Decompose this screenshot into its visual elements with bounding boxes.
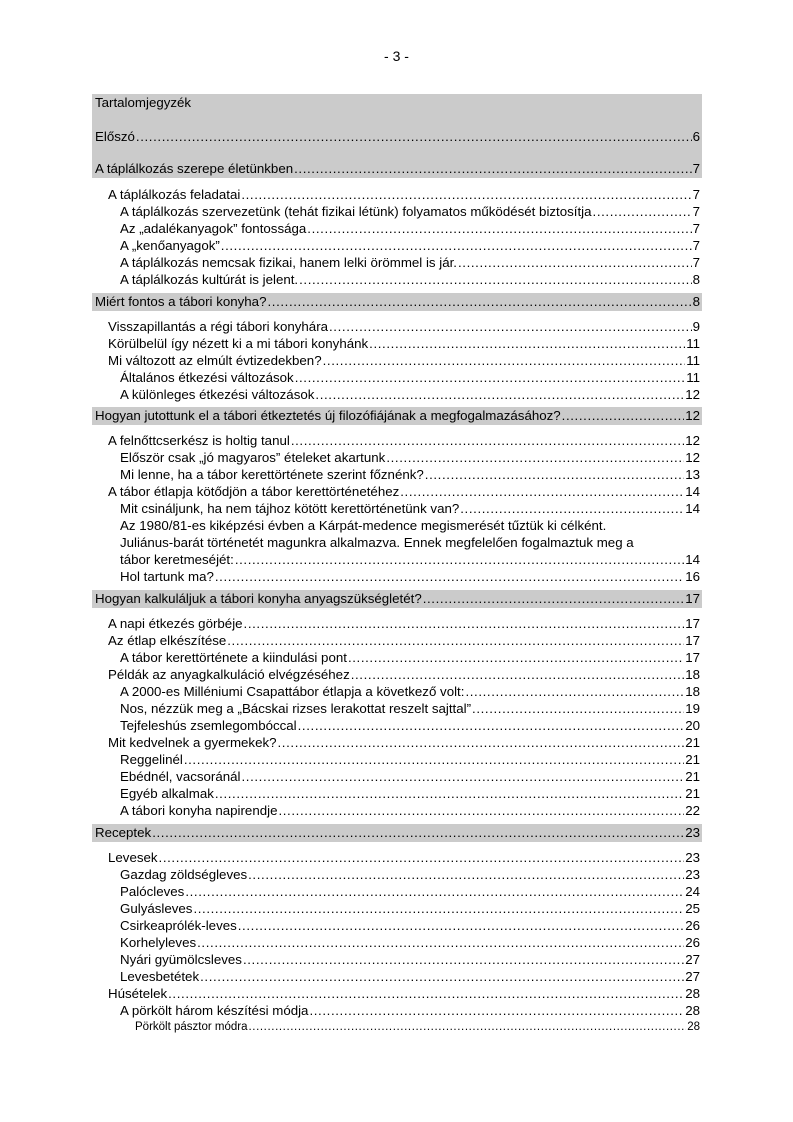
toc-entry-label: Húsételek	[108, 986, 168, 1001]
toc-entry-label-line: Juliánus-barát történetét magunkra alkalmazva. Ennek megfelelően fogalmaztuk meg a	[120, 535, 634, 550]
toc-heading-band	[92, 94, 702, 178]
toc-entry-label: A „kenőanyagok”	[120, 238, 220, 253]
toc-entry[interactable]	[92, 734, 702, 751]
dot-leader	[248, 866, 684, 883]
dot-leader	[200, 968, 684, 985]
toc-entry[interactable]	[92, 271, 702, 288]
toc-entry-page: 11	[686, 353, 700, 368]
toc-entry-page: 17	[685, 591, 700, 606]
toc-entry[interactable]	[92, 900, 702, 917]
toc-entry-page: 23	[685, 850, 700, 865]
dot-leader	[152, 824, 684, 842]
toc-entry-label: Mit csináljunk, ha nem tájhoz kötött kerettörténetünk van?	[120, 501, 460, 516]
toc-entry[interactable]	[92, 237, 702, 254]
dot-leader	[458, 254, 692, 271]
toc-entry[interactable]	[92, 551, 702, 568]
toc-entry-elosz[interactable]	[92, 128, 702, 145]
toc-entry-page: 12	[685, 408, 700, 423]
dot-leader	[386, 449, 684, 466]
dot-leader	[460, 500, 684, 517]
toc-entry-page: 14	[685, 501, 700, 516]
toc-entry-page: 17	[685, 616, 700, 631]
toc-entry[interactable]	[92, 186, 702, 203]
toc-entry[interactable]	[92, 352, 702, 369]
dot-leader	[323, 352, 686, 369]
toc-entry-label: Reggelinél	[120, 752, 183, 767]
toc-entry[interactable]	[92, 568, 702, 585]
dot-leader	[215, 568, 684, 585]
dot-leader	[243, 951, 684, 968]
toc-entry-label: Egyéb alkalmak	[120, 786, 214, 801]
dot-leader	[294, 160, 691, 177]
dot-leader	[238, 917, 684, 934]
toc-entry-label: Receptek	[95, 825, 152, 840]
toc-entry-label: Tejfeleshús zsemlegombóccal	[120, 718, 297, 733]
dot-leader	[291, 432, 684, 449]
toc-entry[interactable]	[92, 934, 702, 951]
toc-entry-page: 7	[692, 255, 700, 270]
toc-entry-page: 21	[685, 735, 700, 750]
toc-entry[interactable]	[92, 802, 702, 819]
dot-leader	[221, 237, 692, 254]
toc-section-5	[92, 849, 702, 1036]
toc-entry-label: A tábor kerettörténete a kiindulási pont	[120, 650, 347, 665]
dot-leader	[307, 220, 691, 237]
toc-entry-page: 25	[685, 901, 700, 916]
toc-entry-label: A táplálkozás szervezetünk (tehát fizikai létünk) folyamatos működését biztosítja	[120, 204, 592, 219]
dot-leader	[425, 466, 684, 483]
toc-entry-label: A felnőttcserkész is holtig tanul	[108, 433, 290, 448]
toc-entry[interactable]	[92, 466, 702, 483]
dot-leader	[369, 335, 685, 352]
toc-entry-label: Levesek	[108, 850, 158, 865]
dot-leader	[315, 386, 684, 403]
toc-entry-label: Miért fontos a tábori konyha?	[95, 294, 267, 309]
dot-leader	[244, 615, 685, 632]
toc-entry-label: Gulyásleves	[120, 901, 193, 916]
toc-entry-page: 12	[685, 387, 700, 402]
toc-entry[interactable]	[92, 335, 702, 352]
toc-section-1	[92, 186, 702, 288]
toc-entry[interactable]	[92, 866, 702, 883]
toc-entry-page: 17	[685, 633, 700, 648]
dot-leader	[298, 717, 685, 734]
toc-entry-label: Példák az anyagkalkuláció elvégzéséhez	[108, 667, 350, 682]
toc-entry-page: 22	[685, 803, 700, 818]
page-number: - 3 -	[384, 48, 409, 64]
dot-leader	[329, 318, 692, 335]
toc-entry-label: Mi változott az elmúlt évtizedekben?	[108, 353, 322, 368]
dot-leader	[242, 768, 685, 785]
toc-entry-label: Korhelyleves	[120, 935, 197, 950]
toc-entry[interactable]	[92, 432, 702, 449]
toc-entry[interactable]	[92, 985, 702, 1002]
dot-leader	[215, 785, 684, 802]
toc-entry-page: 19	[685, 701, 700, 716]
toc-entry-multiline[interactable]	[92, 517, 702, 551]
toc-entry-label: Hogyan jutottunk el a tábori étkeztetés új filozófiájának a megfogalmazásához?	[95, 408, 561, 423]
dot-leader	[185, 883, 684, 900]
dot-leader	[299, 271, 691, 288]
toc-entry[interactable]	[92, 220, 702, 237]
toc-entry[interactable]	[92, 1019, 702, 1036]
toc-entry-label: A pörkölt három készítési módja	[120, 1003, 309, 1018]
toc-entry-label: Csirkeaprólék-leves	[120, 918, 237, 933]
toc-entry-page: 6	[692, 129, 700, 144]
toc-entry[interactable]	[92, 649, 702, 666]
toc-entry-page: 7	[692, 238, 700, 253]
toc-entry[interactable]	[92, 369, 702, 386]
toc-entry-page: 12	[685, 433, 700, 448]
dot-leader	[351, 666, 684, 683]
toc-section-2	[92, 318, 702, 403]
toc-entry-page: 28	[685, 1003, 700, 1018]
toc-entry-label: Palócleves	[120, 884, 185, 899]
toc-entry-page: 17	[685, 650, 700, 665]
toc-entry-page: 8	[692, 294, 700, 309]
toc-entry-page: 21	[685, 786, 700, 801]
toc-entry[interactable]	[92, 717, 702, 734]
toc-entry-label: A tábori konyha napirendje	[120, 803, 278, 818]
toc-entry[interactable]	[92, 632, 702, 649]
toc-entry-label-line: Az 1980/81-es kiképzési évben a Kárpát-medence megismerését tűztük ki célként.	[120, 518, 607, 533]
toc-entry-page: 12	[685, 450, 700, 465]
dot-leader	[295, 369, 685, 386]
toc-entry[interactable]	[92, 883, 702, 900]
toc-entry-label: Mit kedvelnek a gyermekek?	[108, 735, 277, 750]
dot-leader	[267, 293, 691, 311]
toc-entry[interactable]	[92, 386, 702, 403]
toc-entry-label: Hol tartunk ma?	[120, 569, 214, 584]
toc-entry-page: 13	[685, 467, 700, 482]
toc-entry-label: Mi lenne, ha a tábor kerettörténete szerint főznénk?	[120, 467, 424, 482]
toc-entry-page: 7	[692, 161, 700, 176]
toc-entry[interactable]	[92, 203, 702, 220]
toc-entry-label: Általános étkezési változások	[120, 370, 294, 385]
dot-leader	[159, 849, 685, 866]
toc-entry-label: Hogyan kalkuláljuk a tábori konyha anyagszükségletét?	[95, 591, 422, 606]
toc-entry-page: 23	[685, 825, 700, 840]
dot-leader	[197, 934, 684, 951]
dot-leader	[423, 590, 684, 608]
toc-entry-label: Nos, nézzük meg a „Bácskai rizses lerakottat reszelt sajttal”	[120, 701, 472, 716]
toc-entry[interactable]	[92, 917, 702, 934]
toc-entry[interactable]	[92, 449, 702, 466]
toc-entry-page: 24	[685, 884, 700, 899]
toc-entry-label: Az étlap elkészítése	[108, 633, 227, 648]
toc-entry-label: A táplálkozás szerepe életünkben	[95, 161, 294, 176]
toc-entry-page: 16	[685, 569, 700, 584]
toc-entry-label: A különleges étkezési változások	[120, 387, 315, 402]
toc-entry[interactable]	[92, 1002, 702, 1019]
toc-entry-label: Először csak „jó magyaros” ételeket akartunk	[120, 450, 386, 465]
toc-entry-page: 21	[685, 752, 700, 767]
toc-heading-hogyan-jutottunk[interactable]	[92, 407, 702, 425]
dot-leader	[593, 203, 692, 220]
dot-leader	[241, 186, 691, 203]
toc-entry-label: Levesbetétek	[120, 969, 200, 984]
toc-entry-label: A táplálkozás feladatai	[108, 187, 241, 202]
toc-entry[interactable]	[92, 254, 702, 271]
toc-entry-label: A napi étkezés görbéje	[108, 616, 243, 631]
toc-entry[interactable]	[92, 318, 702, 335]
toc-entry-label: Előszó	[95, 129, 135, 144]
dot-leader	[278, 802, 684, 819]
dot-leader	[227, 632, 684, 649]
toc-entry[interactable]	[92, 700, 702, 717]
toc-entry[interactable]	[92, 751, 702, 768]
toc-entry-page: 28	[687, 1021, 700, 1033]
dot-leader	[136, 128, 692, 145]
toc-entry-label: Visszapillantás a régi tábori konyhára	[108, 319, 329, 334]
toc-entry-label: A táplálkozás kultúrát is jelent.	[120, 272, 299, 287]
toc-entry-label: Ebédnél, vacsoránál	[120, 769, 241, 784]
toc-entry-page: 20	[685, 718, 700, 733]
dot-leader	[472, 700, 684, 717]
toc-entry-label: A tábor étlapja kötődjön a tábor kerettörténetéhez	[108, 484, 400, 499]
toc-entry-page: 18	[685, 684, 700, 699]
toc-entry-page: 26	[685, 935, 700, 950]
toc-entry-taplalkozas-szerepe[interactable]	[92, 160, 702, 177]
dot-leader	[168, 985, 684, 1002]
toc-entry-page: 8	[692, 272, 700, 287]
dot-leader	[235, 551, 684, 568]
dot-leader	[278, 734, 685, 751]
dot-leader	[249, 1019, 687, 1036]
dot-leader	[465, 683, 684, 700]
toc-entry[interactable]	[92, 500, 702, 517]
toc-entry-page: 7	[692, 204, 700, 219]
toc-entry-label: tábor keretmeséjét:	[120, 552, 234, 567]
toc-entry[interactable]	[92, 483, 702, 500]
toc-entry[interactable]	[92, 666, 702, 683]
toc-entry-page: 28	[685, 986, 700, 1001]
toc-title: Tartalomjegyzék	[95, 95, 192, 110]
toc-entry-page: 14	[685, 484, 700, 499]
dot-leader	[400, 483, 684, 500]
toc-heading-hogyan-kalkulaljuk[interactable]	[92, 590, 702, 608]
toc-entry-label: Körülbelül így nézett ki a mi tábori konyhánk	[108, 336, 369, 351]
toc-entry-label: Pörkölt pásztor módra	[135, 1021, 248, 1033]
toc-entry-page: 21	[685, 769, 700, 784]
dot-leader	[184, 751, 684, 768]
toc-entry[interactable]	[92, 968, 702, 985]
toc-entry-label: A táplálkozás nemcsak fizikai, hanem lelki örömmel is jár.	[120, 255, 457, 270]
dot-leader	[348, 649, 684, 666]
toc-entry[interactable]	[92, 683, 702, 700]
toc-heading-miert-fontos[interactable]	[92, 293, 702, 311]
toc-entry-page: 11	[686, 370, 700, 385]
toc-entry-page: 18	[685, 667, 700, 682]
toc-entry-page: 23	[685, 867, 700, 882]
toc-entry-label: Az „adalékanyagok” fontossága	[120, 221, 307, 236]
dot-leader	[562, 407, 685, 425]
toc-entry[interactable]	[92, 951, 702, 968]
toc-entry-label: Nyári gyümölcsleves	[120, 952, 242, 967]
toc-entry-label: A 2000-es Milléniumi Csapattábor étlapja a következő volt:	[120, 684, 465, 699]
toc-entry-label: Gazdag zöldségleves	[120, 867, 248, 882]
toc-entry-page: 26	[685, 918, 700, 933]
dot-leader	[309, 1002, 684, 1019]
toc-entry-page: 27	[685, 969, 700, 984]
toc-entry[interactable]	[92, 785, 702, 802]
toc-entry-page: 11	[686, 336, 700, 351]
toc-entry-page: 27	[685, 952, 700, 967]
toc-heading-receptek[interactable]	[92, 824, 702, 842]
toc-entry-page: 9	[692, 319, 700, 334]
table-of-contents	[92, 94, 702, 1036]
toc-section-4	[92, 615, 702, 819]
toc-entry-page: 7	[692, 187, 700, 202]
toc-entry-page: 14	[685, 552, 700, 567]
toc-section-3	[92, 432, 702, 585]
dot-leader	[193, 900, 684, 917]
toc-entry-page: 7	[692, 221, 700, 236]
toc-entry[interactable]	[92, 849, 702, 866]
toc-entry[interactable]	[92, 768, 702, 785]
toc-entry[interactable]	[92, 615, 702, 632]
